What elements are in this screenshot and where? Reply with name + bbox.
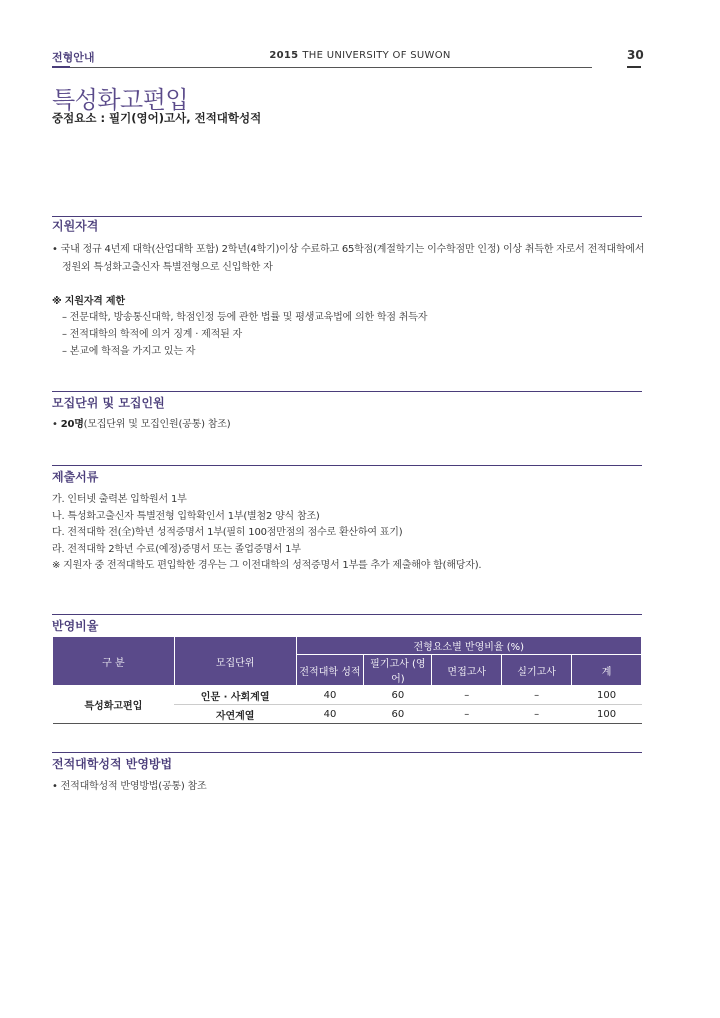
quota-line (52, 415, 230, 430)
header-accent (52, 66, 70, 68)
header-section-label: 전형안내 (52, 51, 95, 64)
table-cell-unit: 자연계열 (174, 705, 296, 724)
table-cell-value: 60 (364, 705, 432, 724)
eligibility-line-2: 정원외 특성화고출신자 특별전형으로 신입학한 자 (62, 262, 273, 273)
table-header-division: 구 분 (53, 637, 175, 686)
quota-note: (모집단위 및 모집인원(공통) 참조) (83, 419, 231, 430)
table-header-written-exam: 필기고사 (영어) (364, 655, 432, 686)
table-row (53, 686, 642, 705)
table-cell-value: 100 (572, 686, 642, 705)
eligibility-limit-3: – 본교에 학적을 가지고 있는 자 (62, 346, 196, 357)
section-divider-ratio (52, 614, 642, 615)
header-university (0, 50, 720, 61)
table-cell-group: 특성화고편입 (53, 686, 175, 724)
table-header-ratio-group: 전형요소별 반영비율 (%) (296, 637, 641, 655)
document-item-3: 다. 전적대학 전(全)학년 성적증명서 1부(필히 100점만점의 점수로 환산하여 표기) (52, 527, 403, 538)
section-title-ratio: 반영비율 (52, 619, 99, 633)
page-number-bar (627, 66, 641, 68)
document-item-1: 가. 인터넷 출력본 입학원서 1부 (52, 494, 187, 505)
section-divider-eligibility (52, 216, 642, 217)
table-cell-value: 40 (296, 686, 364, 705)
ratio-table (52, 636, 642, 724)
table-cell-value: – (502, 686, 572, 705)
table-header-practical: 실기고사 (502, 655, 572, 686)
table-cell-value: 40 (296, 705, 364, 724)
header-university-name: THE UNIVERSITY OF SUWON (302, 50, 451, 61)
header-divider (52, 67, 592, 68)
section-divider-documents (52, 465, 642, 466)
section-title-quota: 모집단위 및 모집인원 (52, 396, 165, 410)
table-cell-value: 60 (364, 686, 432, 705)
page-number: 30 (627, 48, 644, 62)
section-divider-quota (52, 391, 642, 392)
table-cell-value: 100 (572, 705, 642, 724)
eligibility-line-1: • 국내 정규 4년제 대학(산업대학 포함) 2학년(4학기)이상 수료하고 65학점(계절학기는 이수학점만 인정) 이상 취득한 자로서 전적대학에서 (52, 244, 645, 255)
eligibility-limit-heading: ※ 지원자격 제한 (52, 296, 125, 307)
page-title: 특성화고편입 (52, 86, 189, 114)
document-item-note: ※ 지원자 중 전적대학도 편입학한 경우는 그 이전대학의 성적증명서 1부를 추가 제출해야 함(해당자). (52, 560, 482, 571)
table-header-total: 계 (572, 655, 642, 686)
table-cell-value: – (432, 686, 502, 705)
quota-bullet: • (52, 419, 61, 430)
table-cell-value: – (502, 705, 572, 724)
table-header-interview: 면접고사 (432, 655, 502, 686)
table-header-unit: 모집단위 (174, 637, 296, 686)
method-line: • 전적대학성적 반영방법(공통) 참조 (52, 781, 207, 792)
section-title-eligibility: 지원자격 (52, 219, 99, 233)
document-item-4: 라. 전적대학 2학년 수료(예정)증명서 또는 졸업증명서 1부 (52, 544, 301, 555)
table-header-transcript: 전적대학 성적 (296, 655, 364, 686)
section-title-method: 전적대학성적 반영방법 (52, 757, 173, 771)
eligibility-limit-1: – 전문대학, 방송통신대학, 학점인정 등에 관한 법률 및 평생교육법에 의한 학점 취득자 (62, 312, 428, 323)
section-divider-method (52, 752, 642, 753)
focus-elements: 중점요소 : 필기(영어)고사, 전적대학성적 (52, 111, 262, 125)
table-cell-value: – (432, 705, 502, 724)
document-item-2: 나. 특성화고출신자 특별전형 입학확인서 1부(별첨2 양식 참조) (52, 511, 320, 522)
eligibility-limit-2: – 전적대학의 학적에 의거 징계 · 제적된 자 (62, 329, 242, 340)
section-title-documents: 제출서류 (52, 470, 99, 484)
quota-count: 20명 (60, 419, 84, 430)
header-year: 2015 (269, 50, 299, 61)
table-cell-unit: 인문 · 사회계열 (174, 686, 296, 705)
